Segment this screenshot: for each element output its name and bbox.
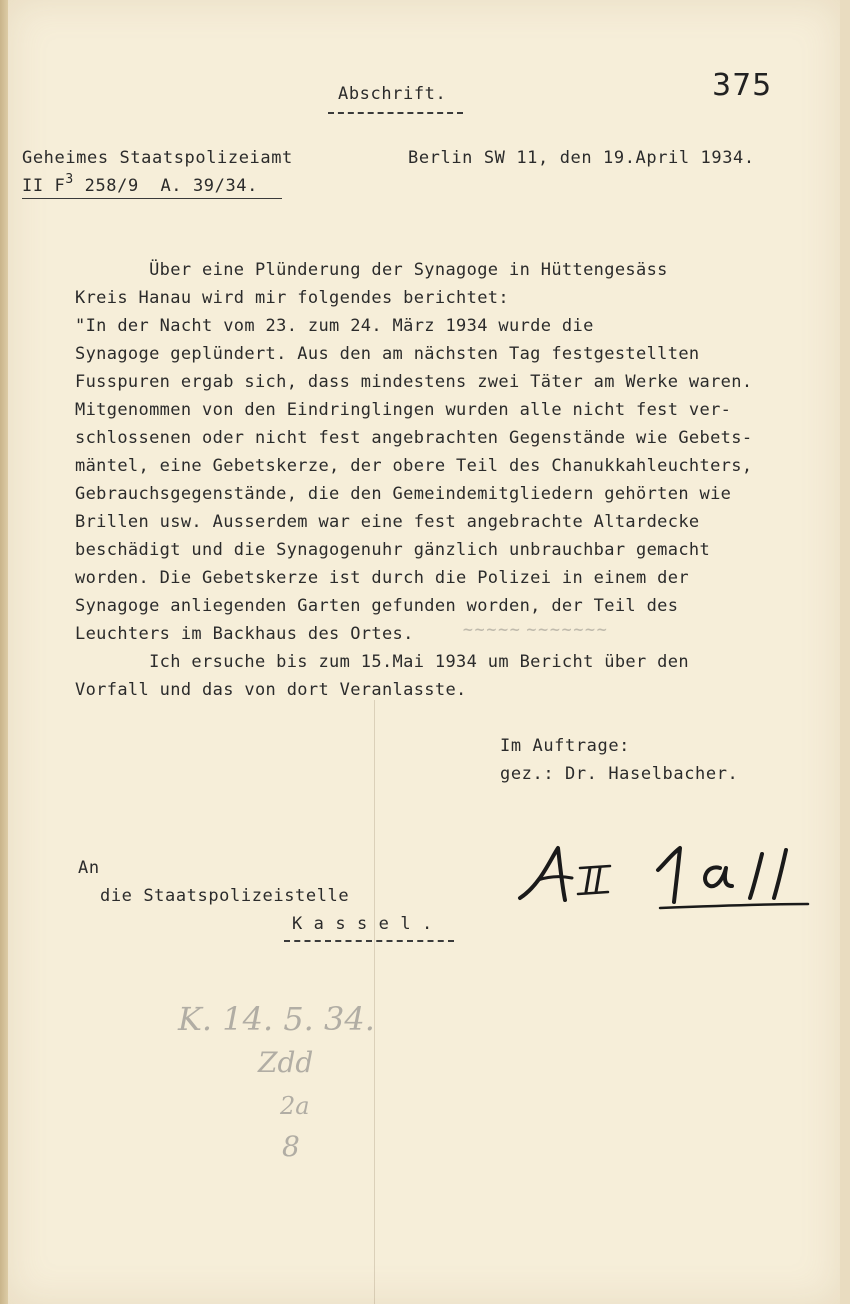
reference-superscript: 3 <box>65 172 74 187</box>
reference-number <box>22 172 258 196</box>
pencil-note-2a: 2a <box>280 1092 310 1120</box>
recipient-to: An <box>78 858 100 878</box>
signature-line-2: gez.: Dr. Haselbacher. <box>500 764 739 784</box>
reference-prefix: II F <box>22 176 66 196</box>
page-number: 375 <box>712 68 773 103</box>
sender-office: Geheimes Staatspolizeiamt <box>22 148 293 168</box>
body-line: Synagoge anliegenden Garten gefunden worden, der Teil des <box>75 596 679 616</box>
body-line: beschädigt und die Synagogenuhr gänzlich unbrauchbar gemacht <box>75 540 711 560</box>
body-line: Mitgenommen von den Eindringlingen wurden alle nicht fest ver- <box>75 400 732 420</box>
body-line: Fusspuren ergab sich, dass mindestens zwei Täter am Werke waren. <box>75 372 753 392</box>
heading: Abschrift. <box>338 84 447 104</box>
body-line: Ich ersuche bis zum 15.Mai 1934 um Bericht über den <box>75 652 689 672</box>
reference-underline <box>22 198 282 199</box>
place-date: Berlin SW 11, den 19.April 1934. <box>408 148 755 168</box>
signature-line-1: Im Auftrage: <box>500 736 631 756</box>
reference-rest: 258/9 A. 39/34. <box>73 176 258 196</box>
body-line: Kreis Hanau wird mir folgendes berichtet: <box>75 288 509 308</box>
body-line: mäntel, eine Gebetskerze, der obere Teil des Chanukkahleuchters, <box>75 456 753 476</box>
offset-bleed-smudge: ~~~~~ ~~~~~~~ <box>462 622 608 638</box>
body-line: Leuchters im Backhaus des Ortes. <box>75 624 414 644</box>
body-line: Brillen usw. Ausserdem war eine fest angebrachte Altardecke <box>75 512 700 532</box>
body-line: Synagoge geplündert. Aus den am nächsten Tag festgestellten <box>75 344 700 364</box>
body-line: Über eine Plünderung der Synagoge in Hüttengesäss <box>75 260 668 280</box>
body-line: worden. Die Gebetskerze ist durch die Polizei in einem der <box>75 568 689 588</box>
body-line: Gebrauchsgegenstände, die den Gemeindemitgliedern gehörten wie <box>75 484 732 504</box>
handwritten-mark <box>510 840 820 920</box>
recipient-underline <box>284 940 454 942</box>
recipient-agency: die Staatspolizeistelle <box>100 886 350 906</box>
heading-underline <box>328 112 463 114</box>
body-line: schlossenen oder nicht fest angebrachten Gegenstände wie Gebets- <box>75 428 753 448</box>
body-line: "In der Nacht vom 23. zum 24. März 1934 wurde die <box>75 316 594 336</box>
pencil-note-8: 8 <box>282 1130 300 1163</box>
recipient-city: K a s s e l . <box>292 914 433 934</box>
pencil-note-zdd: Zdd <box>258 1046 314 1079</box>
pencil-note-date: K. 14. 5. 34. <box>178 1000 375 1038</box>
body-line: Vorfall und das von dort Veranlasste. <box>75 680 467 700</box>
